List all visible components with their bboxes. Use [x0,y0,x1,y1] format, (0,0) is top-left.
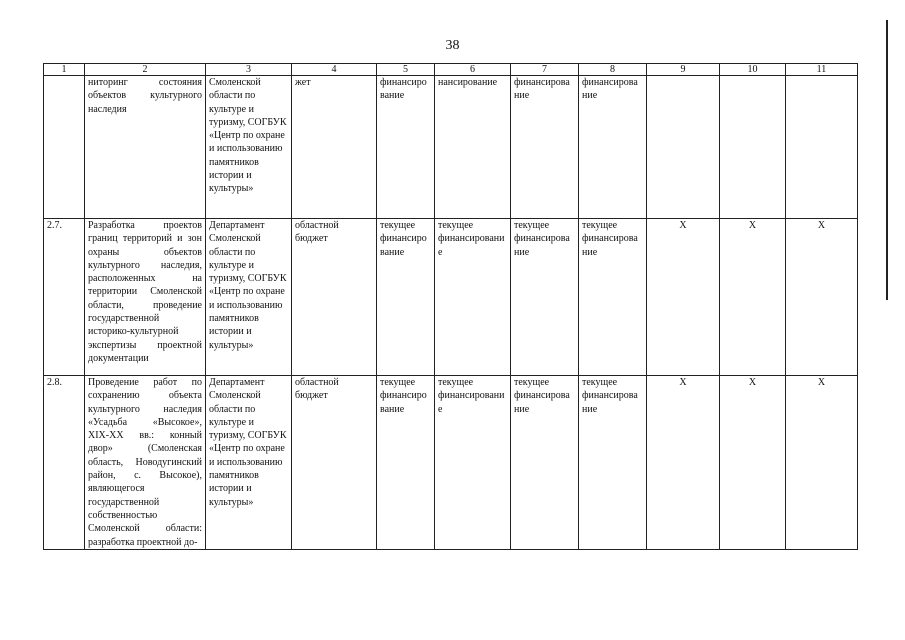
value-cell: Х [647,376,720,550]
value-cell: Х [647,219,720,376]
column-header: 2 [85,64,206,76]
table-row [44,219,858,376]
funding-cell: текущее финансирование [511,376,579,550]
funding-cell: финансирование [377,76,435,219]
column-header: 6 [435,64,511,76]
column-header: 8 [579,64,647,76]
value-cell [720,76,786,219]
activity-name-cell: ниторинг состояния объектов культурного наследия [85,76,206,219]
page-number: 38 [445,38,460,53]
value-cell [786,76,858,219]
activity-name-cell: Разработка проектов границ территорий и зон охраны объектов культурного наследия, расположенных на территории Смоленской области, проведение государственной историко-культурной экспертизы проектной документации [85,219,206,376]
funding-cell: текущее финансирование [435,219,511,376]
funding-cell: финансирование [511,76,579,219]
column-header: 5 [377,64,435,76]
funding-cell: текущее финансирование [377,376,435,550]
scan-edge-line [886,20,888,300]
row-number-cell: 2.8. [44,376,85,550]
column-header: 9 [647,64,720,76]
row-number-cell [44,76,85,219]
funding-cell: текущее финансирование [435,376,511,550]
column-header: 3 [206,64,292,76]
column-number-header-row [44,64,858,76]
funding-cell: финансирование [579,76,647,219]
funding-source-cell: областной бюджет [292,376,377,550]
funding-source-cell: областной бюджет [292,219,377,376]
table-row [44,76,858,219]
value-cell: Х [720,219,786,376]
program-activities-table [43,63,858,550]
funding-cell: текущее финансирование [377,219,435,376]
column-header: 4 [292,64,377,76]
executor-cell: Департамент Смоленской области по культуре и туризму, СОГБУК «Центр по охране и использованию памятников истории и культуры» [206,376,292,550]
value-cell: Х [786,219,858,376]
funding-source-cell: жет [292,76,377,219]
column-header: 7 [511,64,579,76]
funding-cell: текущее финансирование [579,219,647,376]
funding-cell: нансирование [435,76,511,219]
funding-cell: текущее финансирование [511,219,579,376]
activity-name-cell: Проведение работ по сохранению объекта культурного наследия «Усадьба «Высокое», XIX-XX вв.: конный двор» (Смоленская область, Новодугинский район, с. Высокое), являющегося государственной собственностью Смоленской области: разработка проектной до- [85,376,206,550]
funding-cell: текущее финансирование [579,376,647,550]
row-number-cell: 2.7. [44,219,85,376]
column-header: 10 [720,64,786,76]
value-cell [647,76,720,219]
executor-cell: Департамент Смоленской области по культуре и туризму, СОГБУК «Центр по охране и использованию памятников истории и культуры» [206,219,292,376]
table-row [44,376,858,550]
value-cell: Х [786,376,858,550]
column-header: 1 [44,64,85,76]
column-header: 11 [786,64,858,76]
value-cell: Х [720,376,786,550]
executor-cell: Смоленской области по культуре и туризму, СОГБУК «Центр по охране и использованию памятников истории и культуры» [206,76,292,219]
